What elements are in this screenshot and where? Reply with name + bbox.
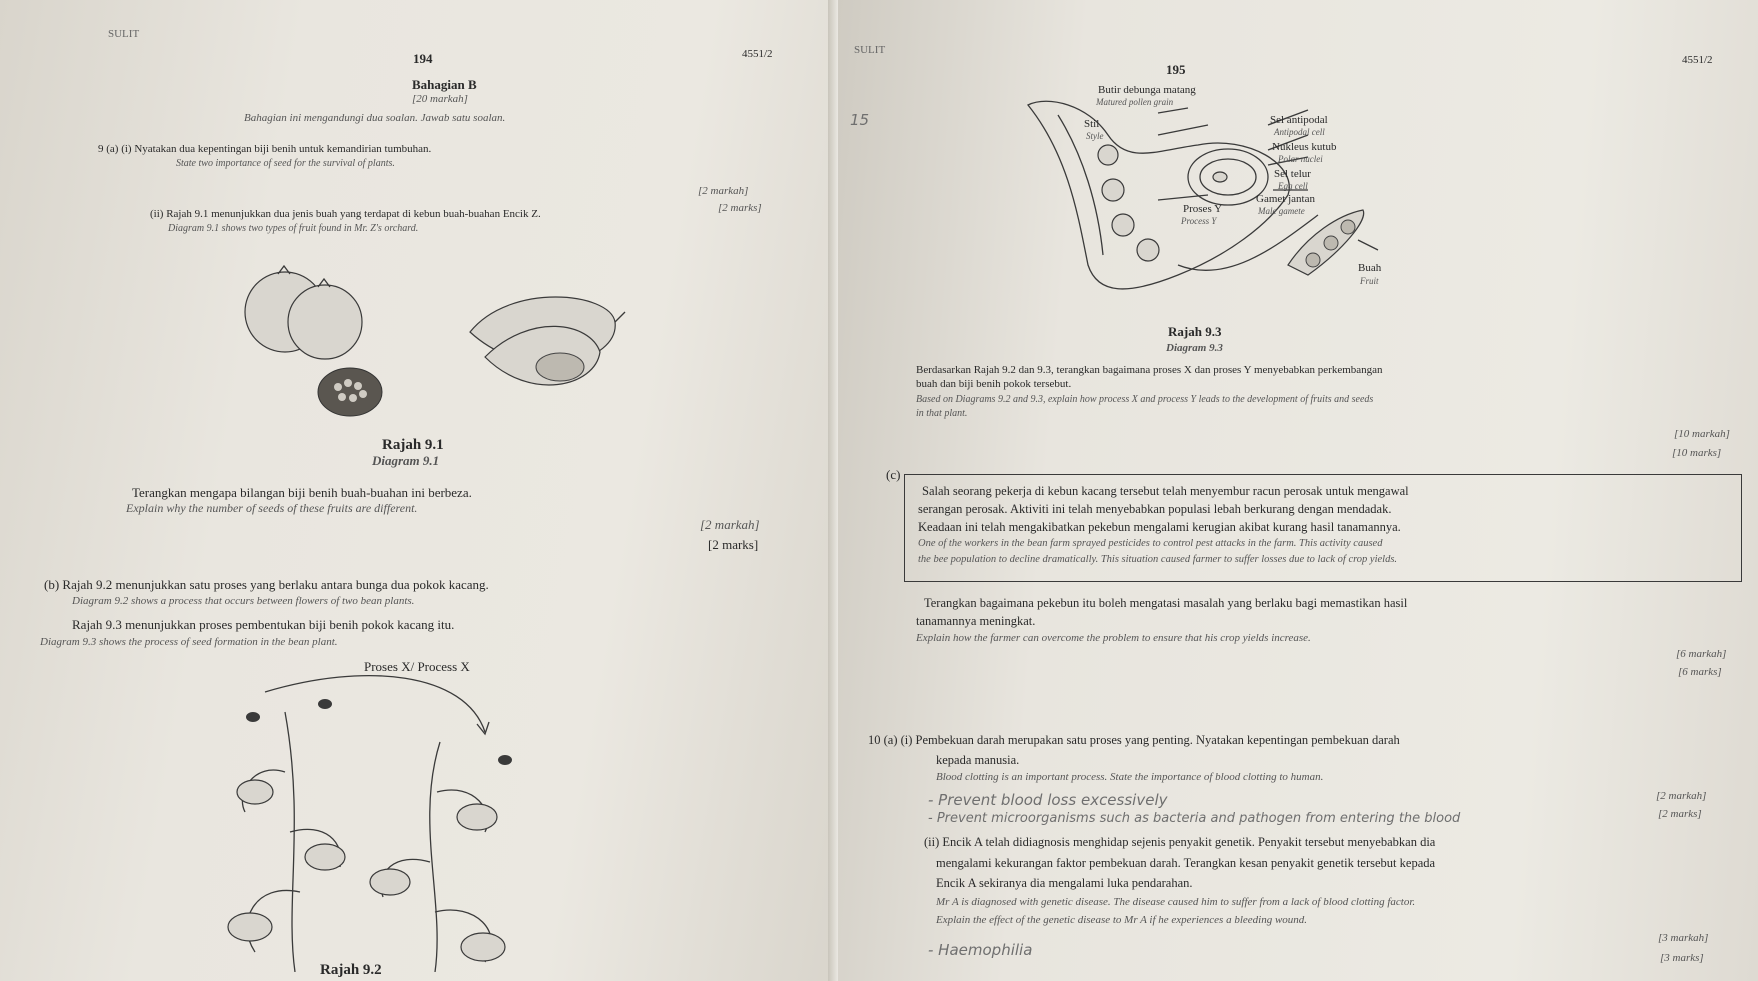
q10a-ii-mark: [3 markah] <box>1658 932 1709 944</box>
q10a-i-text: 10 (a) (i) Pembekuan darah merupakan satu proses yang penting. Nyatakan kepentingan pembekuan darah <box>868 733 1400 747</box>
q10a-ii-text-en-2: Explain the effect of the genetic disease to Mr A if he experiences a bleeding wound. <box>936 914 1308 926</box>
process-x-label: Proses X/ Process X <box>364 659 470 674</box>
q10a-i-mark-en: [2 marks] <box>1658 808 1702 820</box>
left-exam-page <box>0 0 850 981</box>
q9c-label: (c) <box>886 467 901 482</box>
label-process-y-en: Process Y <box>1181 216 1217 226</box>
q9a-ii-text: (ii) Rajah 9.1 menunjukkan dua jenis buah yang terdapat di kebun buah-buahan Encik Z. <box>150 208 541 220</box>
sulit-label: SULIT <box>108 28 140 40</box>
ovary-outline <box>1028 101 1289 289</box>
scenario-text-en-1: One of the workers in the bean farm sprayed pesticides to control pest attacks in the farm. This activity caused <box>918 538 1383 549</box>
scenario-text-1: Salah seorang pekerja di kebun kacang tersebut telah menyembur racun perosak untuk mengawal <box>922 484 1409 498</box>
page-number: 195 <box>1166 62 1186 77</box>
q9b-mark-en: [10 marks] <box>1672 447 1722 459</box>
q10a-ii-text: (ii) Encik A telah didiagnosis menghidap sejenis penyakit genetik. Penyakit tersebut menyebabkan dia <box>924 835 1436 849</box>
handwritten-answer-2: - Prevent microorganisms such as bacteria and pathogen from entering the blood <box>928 811 1461 826</box>
paper-code: 4551/2 <box>1682 54 1713 66</box>
right-exam-page <box>838 0 1758 981</box>
q9a-i-mark: [2 markah] <box>698 185 749 197</box>
diagram-9-3-caption-en: Diagram 9.3 <box>1166 342 1223 354</box>
scenario-text-3: Keadaan ini telah mengakibatkan pekebun mengalami kerugian akibat kurang hasil tanamannya. <box>918 520 1401 534</box>
label-egg-en: Egg cell <box>1278 181 1308 191</box>
q9b-text: (b) Rajah 9.2 menunjukkan satu proses yang berlaku antara bunga dua pokok kacang. <box>44 577 489 592</box>
section-title: Bahagian B <box>412 77 477 92</box>
q9c-question: Terangkan bagaimana pekebun itu boleh mengatasi masalah yang berlaku bagi memastikan hasil <box>924 596 1408 610</box>
q9b2-text-en: Diagram 9.3 shows the process of seed formation in the bean plant. <box>40 636 338 648</box>
q10a-ii-text-en: Mr A is diagnosed with genetic disease. The disease caused him to suffer from a lack of blood clotting factor. <box>936 896 1416 908</box>
q10a-i-mark: [2 markah] <box>1656 790 1707 802</box>
q9b-mark: [10 markah] <box>1674 428 1730 440</box>
q9a-i-mark-en: [2 marks] <box>718 202 762 214</box>
q9a-i-text: 9 (a) (i) Nyatakan dua kepentingan biji benih untuk kemandirian tumbuhan. <box>98 143 432 155</box>
explain-mark-en: [2 marks] <box>708 537 759 552</box>
q9b-question: Berdasarkan Rajah 9.2 dan 9.3, terangkan bagaimana proses X dan proses Y menyebabkan perkembangan <box>916 364 1383 376</box>
diagram-9-3-caption: Rajah 9.3 <box>1168 324 1222 339</box>
label-pollen: Butir debunga matang <box>1098 84 1196 96</box>
label-antipodal-en: Antipodal cell <box>1274 127 1325 137</box>
q9b2-text: Rajah 9.3 menunjukkan proses pembentukan biji benih pokok kacang itu. <box>72 617 455 632</box>
q9c-question-en: Explain how the farmer can overcome the problem to ensure that his crop yields increase. <box>916 632 1311 644</box>
label-polar-en: Polar nuclei <box>1278 154 1323 164</box>
label-egg: Sel telur <box>1274 168 1311 180</box>
pomegranate-cut <box>318 368 382 416</box>
explain-question-en: Explain why the number of seeds of these fruits are different. <box>126 501 418 515</box>
bee-icon <box>498 755 512 765</box>
scenario-text-2: serangan perosak. Aktiviti ini telah menyebabkan populasi lebah berkurang dengan mendadak. <box>918 502 1392 516</box>
q10a-i-text-2: kepada manusia. <box>936 753 1020 767</box>
label-process-y: Proses Y <box>1183 203 1223 215</box>
diagram-9-1-caption-en: Diagram 9.1 <box>372 453 440 468</box>
q9b-question-en: Based on Diagrams 9.2 and 9.3, explain how process X and process Y leads to the development of fruits and seeds <box>916 394 1374 405</box>
explain-mark: [2 markah] <box>700 517 760 532</box>
process-x-arrow <box>265 676 485 732</box>
bee-icon <box>318 699 332 709</box>
label-fruit-en: Fruit <box>1360 276 1379 286</box>
scenario-text-en-2: the bee population to decline dramatically. This situation caused farmer to suffer losses due to lack of crop yields. <box>918 554 1398 565</box>
q9c-mark-en: [6 marks] <box>1678 666 1722 678</box>
diagram-9-1-fruits <box>230 262 650 432</box>
handwritten-answer-3: - Haemophilia <box>928 941 1033 959</box>
q9b-question-en-2: in that plant. <box>916 408 968 419</box>
q9c-mark: [6 markah] <box>1676 648 1727 660</box>
diagram-9-2-bean-plants <box>215 672 535 972</box>
q9c-question-2: tanamannya meningkat. <box>916 614 1036 628</box>
paper-code: 4551/2 <box>742 48 773 60</box>
q9b-text-en: Diagram 9.2 shows a process that occurs between flowers of two bean plants. <box>72 595 415 607</box>
q10a-ii-text-3: Encik A sekiranya dia mengalami luka pendarahan. <box>936 876 1193 890</box>
q10a-i-text-en: Blood clotting is an important process. State the importance of blood clotting to human. <box>936 771 1324 783</box>
bee-icon <box>246 712 260 722</box>
label-antipodal: Sel antipodal <box>1270 114 1328 126</box>
handwritten-answer-1: - Prevent blood loss excessively <box>928 791 1168 809</box>
q9a-i-text-en: State two importance of seed for the survival of plants. <box>176 158 395 169</box>
pomegranate-fruit <box>288 285 362 359</box>
q9b-question-2: buah dan biji benih pokok tersebut. <box>916 378 1072 390</box>
q10a-ii-mark-en: [3 marks] <box>1660 952 1704 964</box>
label-gamete-en: Male gamete <box>1258 206 1305 216</box>
label-gamete: Gamet jantan <box>1256 193 1315 205</box>
mango-seed <box>536 353 584 381</box>
q10a-ii-text-2: mengalami kekurangan faktor pembekuan darah. Terangkan kesan penyakit genetik tersebut kepada <box>936 856 1436 870</box>
diagram-9-2-caption: Rajah 9.2 <box>320 962 382 978</box>
label-style-en: Style <box>1086 131 1104 141</box>
sulit-label: SULIT <box>854 44 886 56</box>
label-fruit: Buah <box>1358 262 1382 274</box>
label-polar: Nukleus kutub <box>1272 141 1337 153</box>
explain-question: Terangkan mengapa bilangan biji benih buah-buahan ini berbeza. <box>132 485 472 500</box>
q9a-ii-text-en: Diagram 9.1 shows two types of fruit found in Mr. Z's orchard. <box>168 223 419 234</box>
diagram-9-1-caption: Rajah 9.1 <box>382 437 444 453</box>
label-style: Stil <box>1084 118 1100 130</box>
page-number: 194 <box>413 51 433 66</box>
section-instruction: Bahagian ini mengandungi dua soalan. Jawab satu soalan. <box>244 112 506 124</box>
margin-score-note: 15 <box>850 111 870 129</box>
label-pollen-en: Matured pollen grain <box>1096 97 1174 107</box>
section-marks: [20 markah] <box>412 93 468 105</box>
